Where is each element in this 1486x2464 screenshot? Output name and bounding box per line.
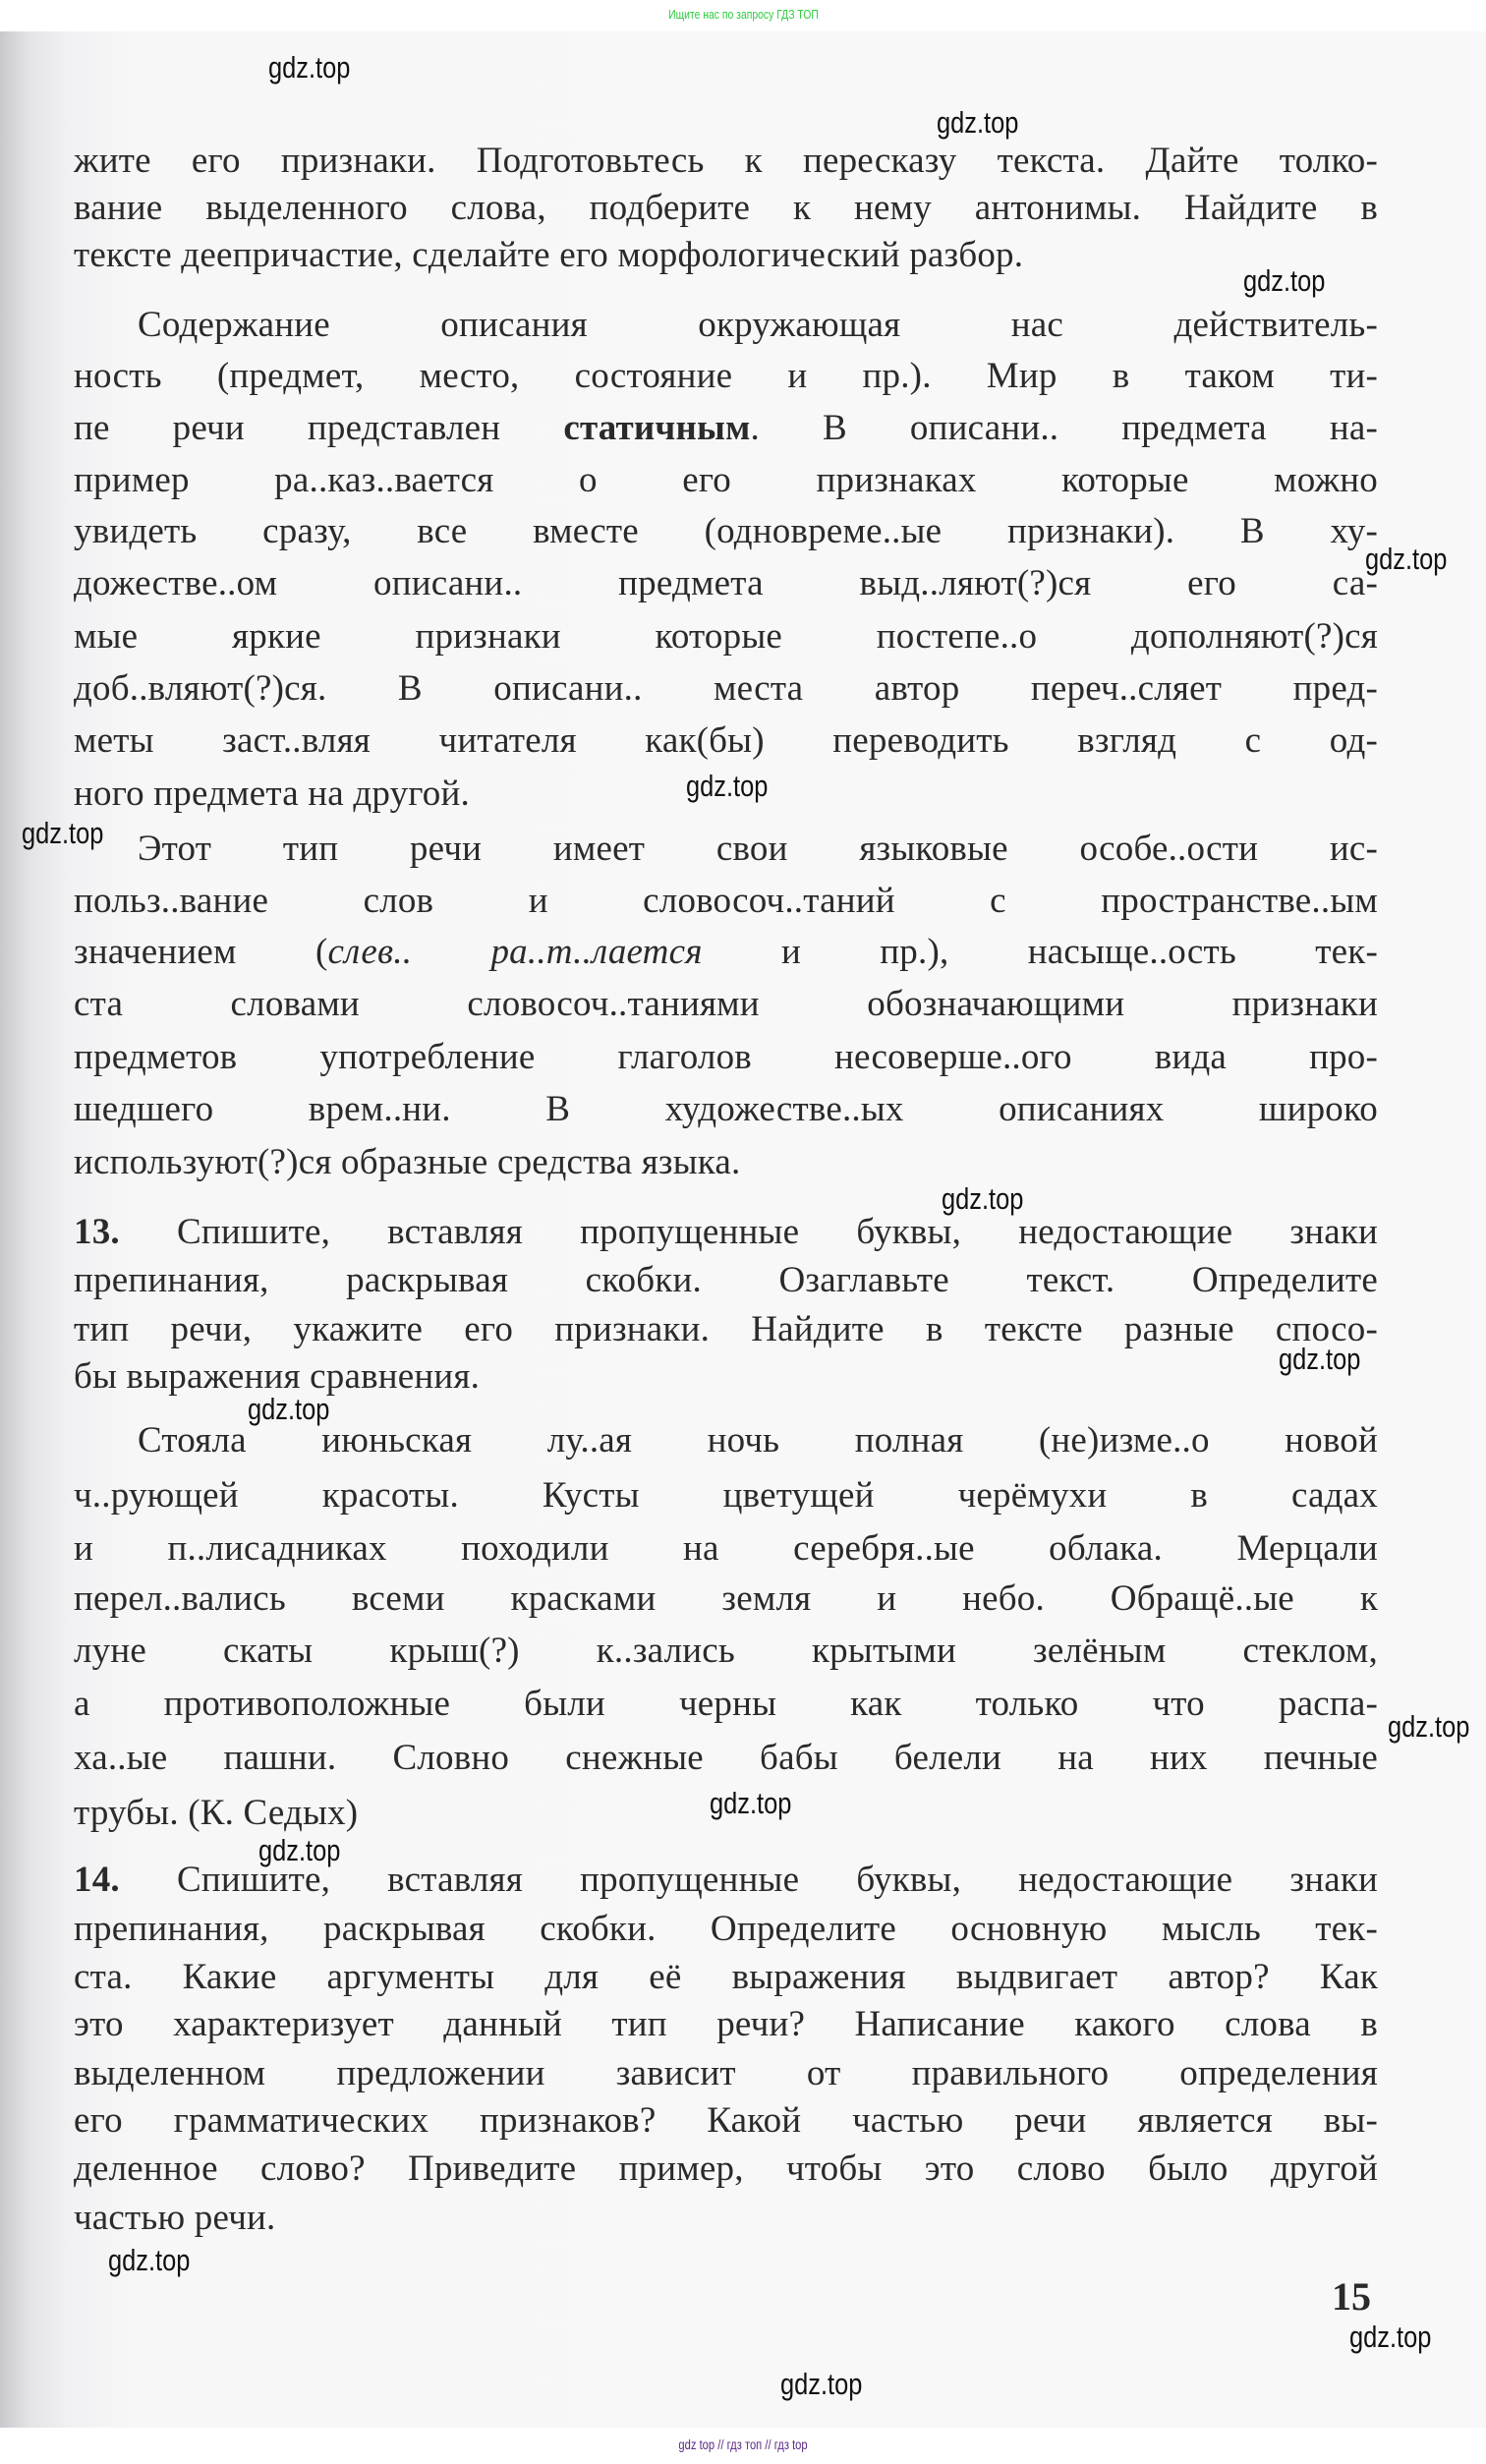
text-segment: и пр.), насыще..ость тек-	[702, 932, 1378, 972]
text-line-task13: бы выражения сравнения.	[74, 1356, 481, 1397]
watermark-text: gdz.top	[1365, 542, 1448, 576]
text-line-text2: предметов употребление глаголов несоверше..ого вида про-	[74, 1037, 1378, 1077]
text-line-task14: препинания, раскрывая скобки. Определите основную мысль тек-	[74, 1909, 1378, 1949]
text-line-text3: а противоположные были черны как только что распа-	[74, 1684, 1378, 1724]
text-line-task13: препинания, раскрывая скобки. Озаглавьте текст. Определите	[74, 1260, 1378, 1300]
text-segment: пе речи представлен	[74, 408, 564, 448]
watermark-text: gdz.top	[937, 105, 1019, 140]
text-line-intro: тексте деепричастие, сделайте его морфологический разбор.	[74, 235, 1024, 275]
watermark-text: gdz.top	[108, 2243, 191, 2277]
text-line-text1: ного предмета на другой.	[74, 774, 470, 814]
text-line-task14: это характеризует данный тип речи? Написание какого слова в	[74, 2004, 1378, 2044]
page-number: 15	[1332, 2274, 1371, 2319]
text-line-text3: ха..ые пашни. Словно снежные бабы белели на них печные	[74, 1738, 1378, 1778]
text-line-task13	[74, 1209, 1378, 1256]
text-line-task14: выделенном предложении зависит от правильного определения	[74, 2053, 1378, 2093]
text-segment: значением (	[74, 932, 328, 972]
bold-text: 13.	[74, 1212, 120, 1252]
text-line-text1: меты заст..вляя читателя как(бы) переводить взгляд с од-	[74, 720, 1378, 761]
text-line-text2	[74, 929, 1378, 976]
text-line-text1: мые яркие признаки которые постепе..о дополняют(?)ся	[74, 616, 1378, 657]
text-line-text3: ч..рующей красоты. Кусты цветущей черёмухи в садах	[74, 1475, 1378, 1516]
text-line-text3: и п..лисадниках походили на серебря..ые облака. Мерцали	[74, 1528, 1378, 1569]
text-line-text3: луне скаты крыш(?) к..зались крытыми зелёным стеклом,	[74, 1631, 1378, 1671]
text-line-text1: ность (предмет, место, состояние и пр.). Мир в таком ти-	[74, 356, 1378, 396]
watermark-text: gdz.top	[1243, 263, 1326, 298]
text-segment: Спишите, вставляя пропущенные буквы, недостающие знаки	[119, 1212, 1378, 1252]
watermark-text: gdz.top	[258, 1833, 341, 1867]
top-banner	[0, 0, 1486, 31]
watermark-text: gdz.top	[22, 816, 104, 850]
bold-text: статичным	[563, 408, 751, 448]
text-line-text1: дожестве..ом описани.. предмета выд..ляют(?)ся его са-	[74, 563, 1378, 603]
text-line-text1: пример ра..каз..вается о его признаках которые можно	[74, 460, 1378, 500]
text-line-text3: перел..вались всеми красками земля и небо. Обращё..ые к	[74, 1578, 1378, 1619]
watermark-text: gdz.top	[1349, 2320, 1432, 2354]
watermark-text: gdz.top	[686, 769, 769, 803]
banner-text: Ищите нас по запросу ГДЗ ТОП	[667, 7, 819, 22]
watermark-text: gdz.top	[942, 1181, 1024, 1216]
watermark-text: gdz.top	[710, 1786, 792, 1820]
watermark-text: gdz.top	[780, 2367, 863, 2401]
text-line-intro: жите его признаки. Подготовьтесь к пересказу текста. Дайте толко-	[74, 141, 1378, 181]
text-line-text2: польз..вание слов и словосоч..таний с пространстве..ым	[74, 881, 1378, 921]
text-line-text3: трубы. (К. Седых)	[74, 1793, 359, 1833]
text-segment: Спишите, вставляя пропущенные буквы, недостающие знаки	[119, 1860, 1378, 1900]
text-line-task13: тип речи, укажите его признаки. Найдите в тексте разные спосо-	[74, 1309, 1378, 1349]
text-line-intro: вание выделенного слова, подберите к нему антонимы. Найдите в	[74, 188, 1378, 228]
watermark-text: gdz.top	[248, 1392, 330, 1426]
footer	[0, 2428, 1486, 2464]
text-line-text2: ста словами словосоч..таниями обозначающими признаки	[74, 984, 1378, 1024]
text-line-text2: Этот тип речи имеет свои языковые особе..ости ис-	[138, 829, 1378, 869]
text-line-task14: ста. Какие аргументы для её выражения выдвигает автор? Как	[74, 1957, 1378, 1997]
text-line-task14: его грамматических признаков? Какой частью речи является вы-	[74, 2100, 1378, 2141]
text-line-text2: используют(?)ся образные средства языка.	[74, 1142, 741, 1182]
watermark-text: gdz.top	[1279, 1342, 1361, 1376]
text-line-text2: шедшего врем..ни. В художестве..ых описаниях широко	[74, 1089, 1378, 1129]
text-line-text1	[74, 405, 1378, 452]
text-line-task14: деленное слово? Приведите пример, чтобы это слово было другой	[74, 2149, 1378, 2189]
text-line-text1: Содержание описания окружающая нас действитель-	[138, 305, 1378, 345]
text-line-text1: доб..вляют(?)ся. В описани.. места автор переч..сляет пред-	[74, 668, 1378, 709]
italic-text: слев.. ра..т..лается	[327, 932, 703, 972]
text-line-task14: частью речи.	[74, 2198, 276, 2238]
watermark-text: gdz.top	[268, 50, 351, 85]
text-line-text3: Стояла июньская лу..ая ночь полная (не)изме..о новой	[138, 1420, 1378, 1461]
text-segment: . В описани.. предмета на-	[750, 408, 1378, 448]
watermark-text: gdz.top	[1388, 1709, 1470, 1744]
text-line-text1: увидеть сразу, все вместе (одновреме..ые признаки). В ху-	[74, 511, 1378, 551]
bold-text: 14.	[74, 1860, 120, 1900]
footer-text: gdz top // гдз топ // гдз top	[678, 2436, 808, 2452]
